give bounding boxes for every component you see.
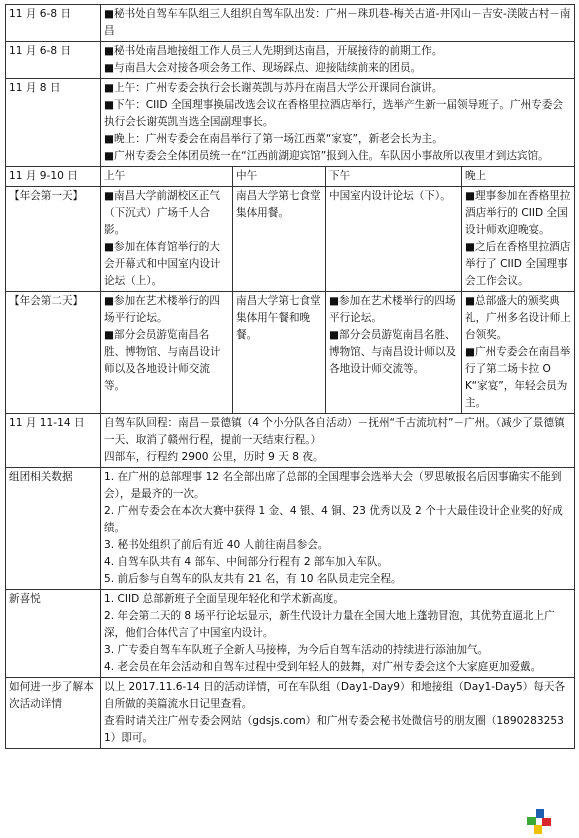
list-item: ■之后在香格里拉酒店举行了 CIID 全国理事会工作会议。 (465, 241, 571, 287)
list-item: 3. 广专委自驾车车队班子全新人马接棒，为今后自驾车活动的持续进行添油加气。 (104, 644, 489, 656)
column-header-afternoon: 下午 (326, 167, 462, 187)
list-item: ■下午：CIID 全国理事换届改选会议在香格里拉酒店举行，选举产生新一届领导班子。广州专委会执行会长谢英凯当选全国副理事长。 (104, 99, 563, 128)
list-item: ■与南昌大会对接各项会务工作、现场踩点、迎接陆续前来的团员。 (104, 62, 422, 74)
section-label: 如何进一步了解本次活动详情 (6, 678, 101, 749)
content-cell (101, 678, 575, 749)
list-item: 1. 在广州的总部理事 12 名全部出席了总部的全国理事会选举大会（罗思敏报名后因事确实不能到会），是最齐的一次。 (104, 471, 562, 500)
logo-center (536, 818, 542, 825)
list-item: 南昌大学第七食堂集体用午餐和晚餐。 (236, 295, 321, 341)
list-item: 1. CIID 总部新班子全面呈现年轻化和学术新高度。 (104, 593, 344, 605)
section-label: 组团相关数据 (6, 468, 101, 590)
table-row (6, 292, 575, 414)
list-item: ■部分会员游览南昌名胜、博物馆、与南昌设计师以及各地设计师交流等。 (104, 329, 221, 392)
table-row (6, 468, 575, 590)
list-item: ■南昌大学前湖校区正气（下沉式）广场千人合影。 (104, 190, 220, 236)
table-row (6, 590, 575, 678)
list-item: 4. 老会员在年会活动和自驾车过程中受到年轻人的鼓舞，对广州专委会这个大家庭更加爱戴。 (104, 661, 542, 673)
content-cell (101, 590, 575, 678)
content-cell (101, 5, 575, 42)
list-item: 2. 广州专委会在本次大赛中获得 1 金、4 银、4 铜、23 优秀以及 2 个十大最佳设计企业奖的好成绩。 (104, 505, 563, 534)
list-item: 四部车，行程约 2900 公里，历时 9 天 8 夜。 (104, 451, 324, 463)
date-cell: 11 月 8 日 (6, 79, 101, 167)
list-item: 中国室内设计论坛（下）。 (329, 190, 451, 202)
content-cell (101, 79, 575, 167)
list-item: ■参加在艺术楼举行的四场平行论坛。 (104, 295, 220, 324)
column-header-morning: 上午 (101, 167, 233, 187)
column-header-evening: 晚上 (462, 167, 575, 187)
list-item: ■广州专委会在南昌举行了第二场卡拉 OK“家宴”，年轻会员为主。 (465, 346, 571, 409)
table-row (6, 5, 575, 42)
morning-cell (101, 292, 233, 414)
date-cell: 11 月 9-10 日 (6, 167, 101, 187)
list-item: ■上午：广州专委会执行会长谢英凯与苏丹在南昌大学公开课同台演讲。 (104, 82, 443, 94)
list-item: 南昌大学第七食堂集体用餐。 (236, 190, 321, 219)
morning-cell (101, 187, 233, 292)
list-item: 4. 自驾车队共有 4 部车、中间部分行程有 2 部车加入车队。 (104, 556, 389, 568)
evening-cell (462, 292, 575, 414)
activity-schedule-table (5, 4, 575, 749)
table-row (6, 42, 575, 79)
noon-cell (233, 292, 326, 414)
list-item: ■参加在艺术楼举行的四场平行论坛。 (329, 295, 456, 324)
table-row (6, 79, 575, 167)
list-item: 查看时请关注广州专委会网站（gdsjs.com）和广州专委会秘书处微信号的朋友圈（18902832531）即可。 (104, 715, 564, 744)
schedule-header-row (6, 167, 575, 187)
list-item: 3. 秘书处组织了前后有近 40 人前往南昌参会。 (104, 539, 329, 551)
afternoon-cell (326, 292, 462, 414)
date-cell: 11 月 6-8 日 (6, 5, 101, 42)
logo-red-block (542, 818, 551, 826)
list-item: ■秘书处南昌地接组工作人员三人先期到达南昌，开展接待的前期工作。 (104, 45, 443, 57)
logo-green-block (527, 817, 536, 825)
date-cell: 11 月 6-8 日 (6, 42, 101, 79)
list-item: 自驾车队回程：南昌－景德镇（4 个小分队各自活动）－抚州“千古流坑村”－广州。（减少了景德镇一天、取消了赣州行程，提前一天结束行程。） (104, 417, 565, 446)
list-item: ■部分会员游览南昌名胜、博物馆、与南昌设计师以及各地设计师交流等。 (329, 329, 457, 375)
list-item: ■总部盛大的颁奖典礼，广州多名设计师上台领奖。 (465, 295, 571, 341)
table-row (6, 187, 575, 292)
evening-cell (462, 187, 575, 292)
column-header-noon: 中午 (233, 167, 326, 187)
table-row (6, 414, 575, 468)
date-cell: 11 月 11-14 日 (6, 414, 101, 468)
list-item: ■秘书处自驾车车队组三人组织自驾车队出发：广州－珠玑巷-梅关古道-井冈山－吉安-渼陂古村－南昌 (104, 8, 571, 37)
noon-cell (233, 187, 326, 292)
content-cell (101, 42, 575, 79)
day-label: 【年会第二天】 (6, 292, 101, 414)
afternoon-cell (326, 187, 462, 292)
section-label: 新喜悦 (6, 590, 101, 678)
table-row (6, 678, 575, 749)
list-item: ■参加在体育馆举行的大会开幕式和中国室内设计论坛（上）。 (104, 241, 221, 287)
list-item: ■理事参加在香格里拉酒店举行的 CIID 全国设计师欢迎晚宴。 (465, 190, 571, 236)
list-item: 5. 前后参与自驾车的队友共有 21 名，有 10 名队员走完全程。 (104, 573, 402, 585)
content-cell (101, 414, 575, 468)
content-cell (101, 468, 575, 590)
list-item: 2. 年会第二天的 8 场平行论坛显示，新生代设计力量在全国大地上蓬勃冒泡，其优势直逼北上广深，他们合体代言了中国室内设计。 (104, 610, 555, 639)
day-label: 【年会第一天】 (6, 187, 101, 292)
list-item: 以上 2017.11.6-14 日的活动详情，可在车队组（Day1-Day9）和地接组（Day1-Day5）每天各自所做的美篇流水日记里查看。 (104, 681, 566, 710)
list-item: ■晚上：广州专委会在南昌举行了第一场江西菜“家宴”，新老会长为主。 (104, 133, 443, 145)
ciid-logo-icon (524, 806, 554, 836)
logo-blue-block (536, 809, 544, 818)
logo-yellow-block (534, 825, 542, 834)
list-item: ■广州专委会全体团员统一在“江西前湖迎宾馆”报到入住。车队因小事故所以夜里才到达宾馆。 (104, 150, 549, 162)
